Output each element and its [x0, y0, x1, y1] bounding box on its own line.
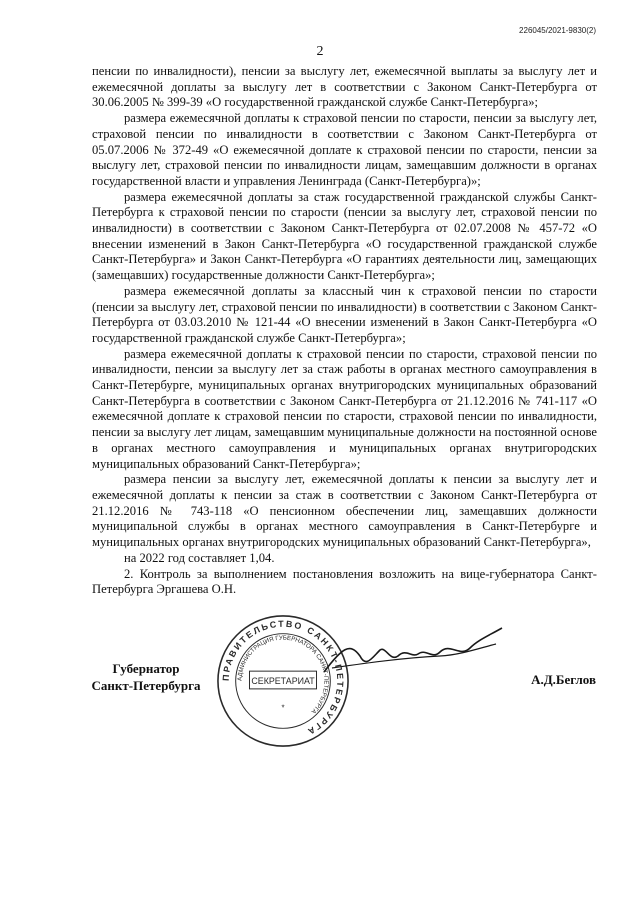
paragraph: пенсии по инвалидности), пенсии за выслугу лет, ежемесячной выплаты за выслугу лет и ежемесячной доплаты за выслугу лет в соответствии с Законом Санкт-Петербурга от 30.06.2005 № 399-39 «О государственной гражданской службе Санкт-Петербурга»; — [92, 64, 597, 110]
seal-outer-text: ПРАВИТЕЛЬСТВО САНКТ-ПЕТЕРБУРГА — [220, 618, 346, 738]
position-organization: Санкт-Петербурга — [91, 678, 201, 693]
page-number: 2 — [316, 44, 324, 59]
paragraph: размера ежемесячной доплаты за стаж государственной гражданской службы Санкт-Петербурга к страховой пенсии по старости (пенсии за выслугу лет, страховой пенсии по инвалидности) в соответствии с Законом Санкт-Петербурга от 02.07.2008 № 457-72 «О внесении изменений в Закон Санкт-Петербурга «О государственной гражданской службе Санкт-Петербурга» и Закон Санкт-Петербурга «О гарантиях деятельности лиц, замещающих (замещавших) государственные должности Санкт-Петербурга»; — [92, 189, 597, 283]
paragraph: 2. Контроль за выполнением постановления возложить на вице-губернатора Санкт-Петербурга Эргашева О.Н. — [92, 566, 597, 597]
paragraph: размера ежемесячной доплаты к страховой пенсии по старости, страховой пенсии по инвалидности, пенсии за выслугу лет за стаж работы в органах местного самоуправления в Санкт-Петербурге, муниципальных органах внутригородских муниципальных образований Санкт-Петербурга в соответствии с Законом Санкт-Петербурга от 21.12.2016 № 741-117 «О ежемесячной доплате к страховой пенсии по старости, страховой пенсии по инвалидности, пенсии за выслугу лет лицам, замещавшим муниципальные должности на постоянной основе в органах местного самоуправления и муниципальных органах внутригородских муниципальных образований Санкт-Петербурга»; — [92, 346, 597, 471]
seal-star-icon: * — [281, 703, 285, 713]
document-id: 226045/2021-9830(2) — [519, 26, 596, 35]
signer-position — [86, 660, 206, 694]
position-title: Губернатор — [112, 661, 180, 676]
paragraph: размера ежемесячной доплаты к страховой пенсии по старости, пенсии за выслугу лет, страховой пенсии по инвалидности в соответствии с Законом Санкт-Петербурга от 05.07.2006 № 372-49 «О ежемесячной доплате к страховой пенсии по старости, пенсии за выслугу лет, страховой пенсии по инвалидности лицам, замещавшим должности в органах государственной власти и управления Ленинграда (Санкт-Петербурга)»; — [92, 111, 597, 188]
paragraph: размера ежемесячной доплаты за классный чин к страховой пенсии по старости (пенсии за выслугу лет, страховой пенсии по инвалидности) в соответствии с Законом Санкт-Петербурга от 03.03.2010 № 121-44 «О внесении изменений в Закон Санкт-Петербурга «О государственной гражданской службе Санкт-Петербурга»; — [92, 283, 597, 345]
seal-inner-text: АДМИНИСТРАЦИЯ ГУБЕРНАТОРА САНКТ-ПЕТЕРБУРГА — [236, 634, 330, 715]
seal-center-text: СЕКРЕТАРИАТ — [251, 675, 315, 686]
paragraph: на 2022 год составляет 1,04. — [124, 550, 275, 565]
handwritten-signature — [320, 618, 510, 688]
document-body — [92, 64, 597, 598]
signer-name: А.Д.Беглов — [531, 672, 596, 687]
paragraph: размера пенсии за выслугу лет, ежемесячной доплаты к пенсии за выслугу лет и ежемесячной доплаты к пенсии за стаж в соответствии с Законом Санкт-Петербурга от 21.12.2016 № 743-118 «О пенсионном обеспечении лиц, замещавших должности муниципальной службы в органах местного самоуправления в Санкт-Петербурге и муниципальных органах внутригородских муниципальных образований Санкт-Петербурга», — [92, 472, 597, 550]
